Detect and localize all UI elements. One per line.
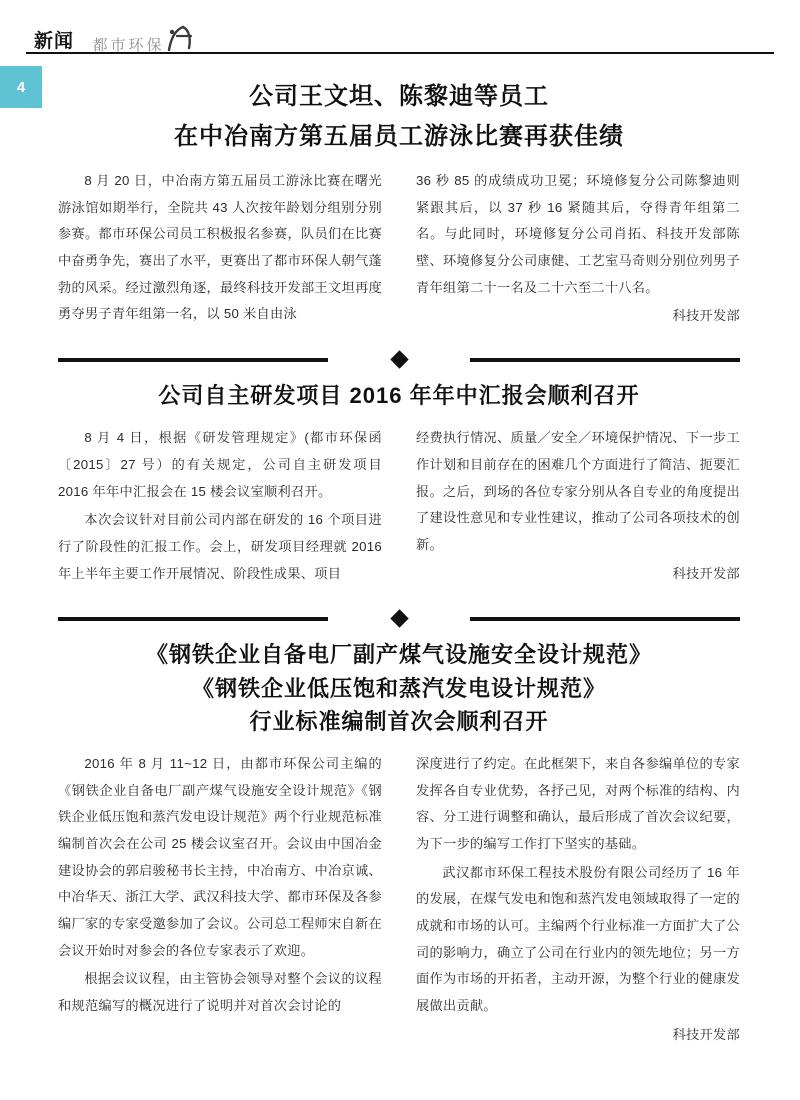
article-2-byline: 科技开发部 bbox=[672, 565, 740, 581]
paragraph: 武汉都市环保工程技术股份有限公司经历了 16 年的发展，在煤气发电和饱和蒸汽发电领域取得了一定的成就和市场的认可。主编两个行业标准一方面扩大了公司的影响力，确立了公司在行业内的领先地位；另一方面作为市场的开拓者，主动开源，为整个行业的健康发展做出贡献。 bbox=[416, 864, 740, 1013]
article-3-right-column bbox=[416, 751, 740, 1048]
article-3-title-line-3: 行业标准编制首次会顺利召开 bbox=[249, 708, 549, 734]
article-2-right-column bbox=[416, 425, 740, 589]
article-1-left-column bbox=[58, 168, 382, 330]
divider-bar-right bbox=[470, 617, 740, 621]
article-3-title-line-2: 《钢铁企业低压饱和蒸汽发电设计规范》 bbox=[191, 675, 606, 701]
article-3-byline: 科技开发部 bbox=[672, 1026, 740, 1042]
article-2-title: 公司自主研发项目 2016 年年中汇报会顺利召开 bbox=[158, 383, 640, 409]
section-label: 新闻 bbox=[34, 31, 75, 52]
article-3-title bbox=[58, 639, 740, 737]
page-content bbox=[0, 80, 800, 1048]
paragraph: 深度进行了约定。在此框架下，来自各参编单位的专家发挥各自专业优势，各抒己见，对两个标准的结构、内容、分工进行调整和确认，最后形成了首次会议纪要，为下一步的编写工作打下坚实的基础。 bbox=[416, 755, 740, 851]
divider-bar-left bbox=[58, 358, 328, 362]
paragraph: 经费执行情况、质量／安全／环境保护情况、下一步工作计划和目前存在的困难几个方面进行了简洁、扼要汇报。之后，到场的各位专家分别从各自专业的角度提出了建设性意见和专业性建议，推动了公司各项技术的创新。 bbox=[416, 430, 740, 552]
divider-bar-left bbox=[58, 617, 328, 621]
article-1-byline: 科技开发部 bbox=[672, 308, 740, 324]
article-1-title bbox=[58, 80, 740, 154]
article-3 bbox=[58, 639, 740, 1048]
article-3-left-column bbox=[58, 751, 382, 1048]
divider-diamond-icon bbox=[390, 610, 408, 628]
masthead bbox=[0, 0, 800, 58]
masthead-divider bbox=[26, 52, 774, 54]
divider-diamond-icon bbox=[390, 350, 408, 368]
logo-text: 都市环保 bbox=[92, 37, 165, 54]
paragraph: 2016 年 8 月 11~12 日，由都市环保公司主编的《钢铁企业自备电厂副产煤气设施安全设计规范》《钢铁企业低压饱和蒸汽发电设计规范》两个行业规范标准编制首次会在公司 25 楼会议室召开。会议由中国冶金建设协会的郭启骏秘书长主持，中冶南方、中冶京诚、中冶华天、浙江大学、武汉科技大学、都市环保及各参编厂家的专家受邀参加了会议。公司总工程师宋自新在会议开始时对参会的各位专家表示了欢迎。 bbox=[58, 755, 382, 958]
publication-logo bbox=[92, 20, 196, 55]
article-2-columns bbox=[58, 425, 740, 589]
section-divider-2 bbox=[58, 607, 740, 629]
article-1-right-column bbox=[416, 168, 740, 330]
paragraph: 8 月 20 日，中冶南方第五届员工游泳比赛在曙光游泳馆如期举行，全院共 43 人次按年龄划分组别分别参赛。都市环保公司员工积极报名参赛，队员们在比赛中奋勇争先，赛出了水平，更赛出了都市环保人朝气蓬勃的风采。经过激烈角逐，最终科技开发部王文坦再度勇夺男子青年组第一名，以 50 米自由泳 bbox=[58, 173, 382, 322]
paragraph: 根据会议议程，由主管协会领导对整个会议的议程和规范编写的概况进行了说明并对首次会讨论的 bbox=[58, 971, 382, 1013]
article-1-title-line-1: 公司王文坦、陈黎迪等员工 bbox=[249, 83, 549, 110]
article-1-title-line-2: 在中冶南方第五届员工游泳比赛再获佳绩 bbox=[174, 123, 624, 151]
paragraph: 本次会议针对目前公司内部在研发的 16 个项目进行了阶段性的汇报工作。会上，研发项目经理就 2016 年上半年主要工作开展情况、阶段性成果、项目 bbox=[58, 512, 382, 581]
article-1 bbox=[58, 80, 740, 330]
paragraph: 8 月 4 日，根据《研发管理规定》(都市环保函〔2015〕27 号）的有关规定，公司自主研发项目 2016 年年中汇报会在 15 楼会议室顺利召开。 bbox=[58, 430, 382, 499]
page-number-badge: 4 bbox=[0, 66, 42, 108]
article-1-columns bbox=[58, 168, 740, 330]
paragraph: 36 秒 85 的成绩成功卫冕；环境修复分公司陈黎迪则紧跟其后，以 37 秒 16 紧随其后，夺得青年组第二名。与此同时，环境修复分公司肖拓、科技开发部陈壁、环境修复分公司康健、工艺室马奇则分别位列男子青年组第二十一名及二十六至二十八名。 bbox=[416, 173, 740, 295]
divider-bar-right bbox=[470, 358, 740, 362]
section-divider-1 bbox=[58, 348, 740, 370]
article-3-title-line-1: 《钢铁企业自备电厂副产煤气设施安全设计规范》 bbox=[145, 642, 652, 668]
article-2-left-column bbox=[58, 425, 382, 589]
article-3-columns bbox=[58, 751, 740, 1048]
article-2 bbox=[58, 380, 740, 589]
